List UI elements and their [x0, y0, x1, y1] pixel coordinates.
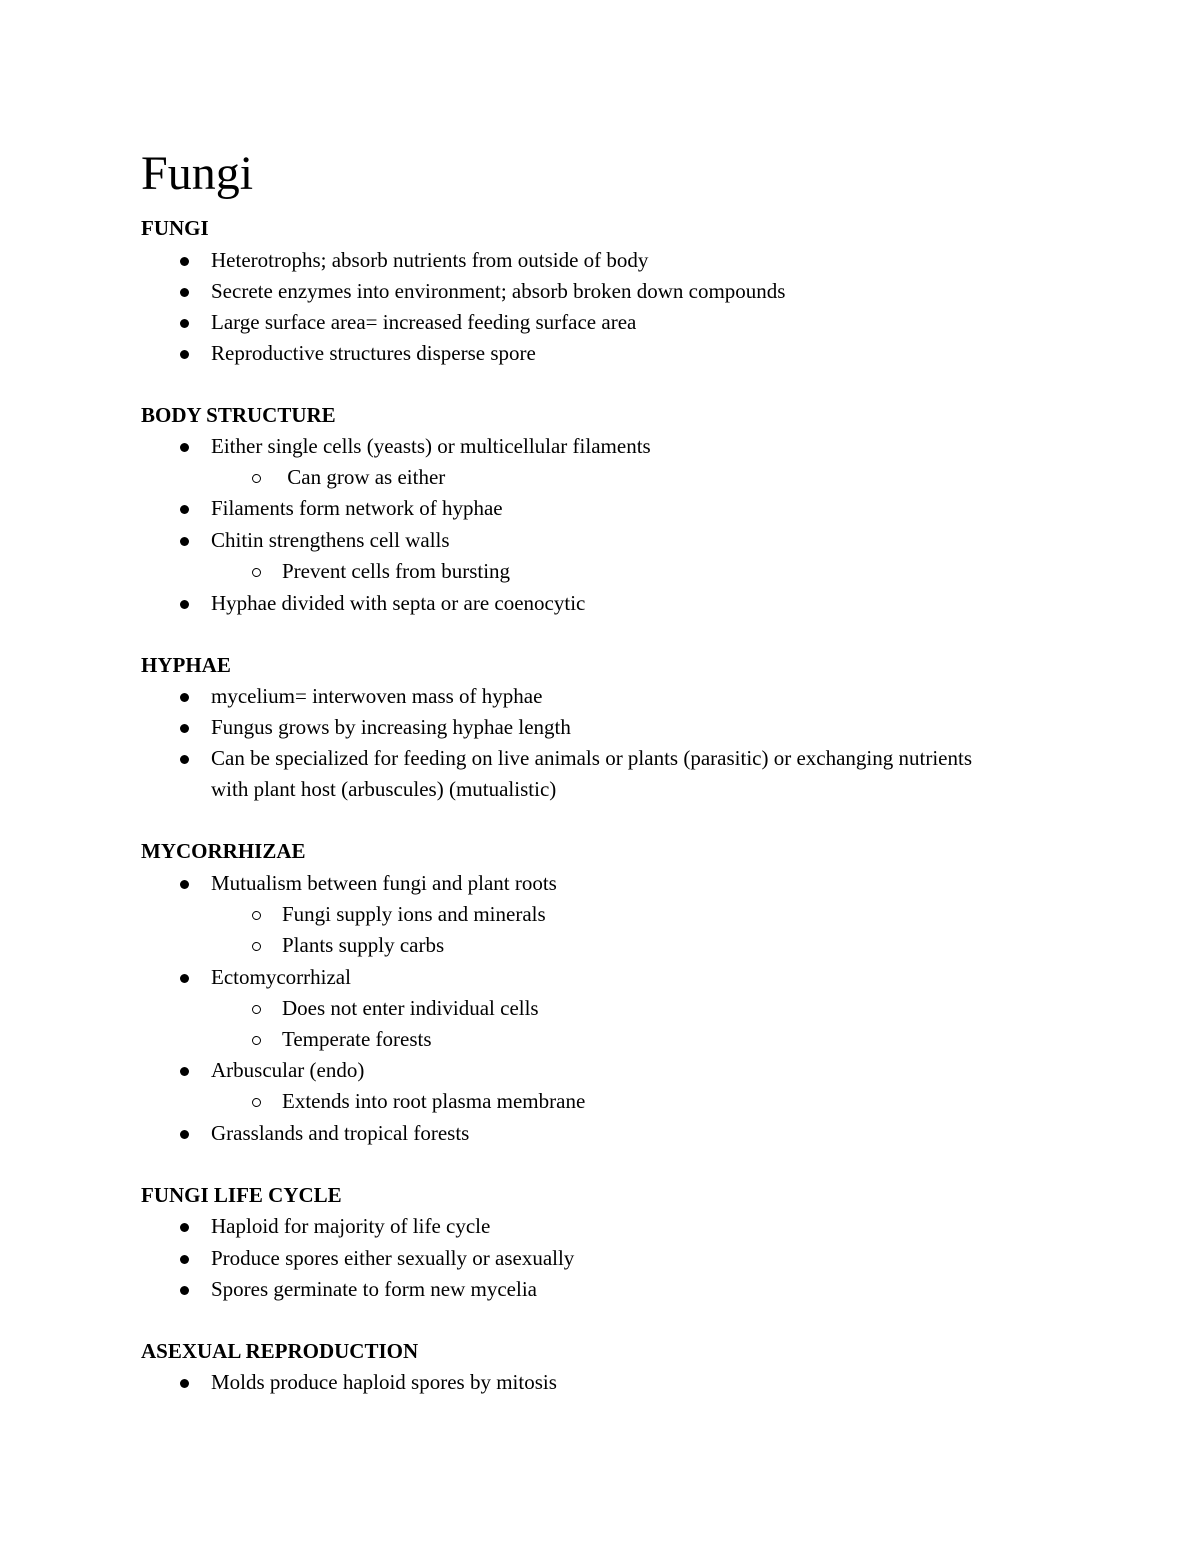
sub-list-item — [282, 899, 546, 930]
section-heading-asexual-reproduction: ASEXUAL REPRODUCTION — [141, 1339, 419, 1363]
list-item — [211, 493, 503, 524]
bullet-icon — [180, 1223, 189, 1232]
sub-list-item — [282, 993, 539, 1024]
list-item-text: Spores germinate to form new mycelia — [211, 1277, 537, 1301]
bullet-icon — [180, 755, 189, 764]
sub-list-item-text: Extends into root plasma membrane — [282, 1089, 586, 1113]
section-heading-mycorrhizae: MYCORRHIZAE — [141, 839, 306, 863]
list-item-text: Secrete enzymes into environment; absorb broken down compounds — [211, 279, 786, 303]
bullet-icon — [180, 537, 189, 546]
bullet-icon — [180, 1379, 189, 1388]
bullet-icon — [180, 350, 189, 359]
sub-list-item-text: Prevent cells from bursting — [282, 559, 511, 583]
list-item-text: Mutualism between fungi and plant roots — [211, 871, 557, 895]
list-item-text: Chitin strengthens cell walls — [211, 528, 450, 552]
hollow-bullet-icon — [252, 942, 261, 951]
bullet-icon — [180, 1255, 189, 1264]
bullet-icon — [180, 1130, 189, 1139]
bullet-icon — [180, 319, 189, 328]
list-item — [211, 962, 351, 993]
list-item — [211, 1243, 574, 1274]
sub-list-item — [282, 1024, 432, 1055]
sub-list-item — [282, 462, 445, 493]
list-item — [211, 525, 450, 556]
list-item — [211, 245, 648, 276]
list-item — [211, 431, 651, 462]
bullet-icon — [180, 257, 189, 266]
page-title: Fungi — [141, 147, 254, 200]
list-item — [211, 681, 542, 712]
list-item-text: Heterotrophs; absorb nutrients from outside of body — [211, 248, 649, 272]
bullet-icon — [180, 288, 189, 297]
hollow-bullet-icon — [252, 1098, 261, 1107]
section-heading-fungi-life-cycle: FUNGI LIFE CYCLE — [141, 1183, 342, 1207]
bullet-icon — [180, 1286, 189, 1295]
section-heading-fungi: FUNGI — [141, 216, 209, 240]
list-item-text: Ectomycorrhizal — [211, 965, 351, 989]
hollow-bullet-icon — [252, 911, 261, 920]
bullet-icon — [180, 600, 189, 609]
sub-list-item-text: Does not enter individual cells — [282, 996, 539, 1020]
list-item — [211, 743, 1001, 805]
list-item-text: Haploid for majority of life cycle — [211, 1214, 491, 1238]
sub-list-item-text: Plants supply carbs — [282, 933, 445, 957]
list-item-text: Produce spores either sexually or asexually — [211, 1246, 575, 1270]
list-item-text: Grasslands and tropical forests — [211, 1121, 470, 1145]
bullet-icon — [180, 505, 189, 514]
hollow-bullet-icon — [252, 1036, 261, 1045]
list-item — [211, 868, 557, 899]
hollow-bullet-icon — [252, 1005, 261, 1014]
list-item — [211, 588, 585, 619]
sub-list-item-text: Fungi supply ions and minerals — [282, 902, 546, 926]
bullet-icon — [180, 974, 189, 983]
section-heading-hyphae: HYPHAE — [141, 653, 231, 677]
bullet-icon — [180, 1067, 189, 1076]
list-item-text: Hyphae divided with septa or are coenocytic — [211, 591, 586, 615]
list-item — [211, 276, 785, 307]
list-item-text: Can be specialized for feeding on live animals or plants (parasitic) or exchanging nutrients with plant host (arbuscules) (mutualistic) — [211, 746, 972, 801]
sub-list-item-text: Can grow as either — [282, 465, 446, 489]
section-heading-body-structure: BODY STRUCTURE — [141, 403, 336, 427]
sub-list-item — [282, 930, 444, 961]
list-item — [211, 1367, 557, 1398]
sub-list-item-text: Temperate forests — [282, 1027, 432, 1051]
list-item-text: Reproductive structures disperse spore — [211, 341, 536, 365]
list-item-text: Filaments form network of hyphae — [211, 496, 503, 520]
list-item — [211, 1118, 469, 1149]
list-item-text: Either single cells (yeasts) or multicellular filaments — [211, 434, 651, 458]
bullet-icon — [180, 880, 189, 889]
list-item-text: mycelium= interwoven mass of hyphae — [211, 684, 543, 708]
sub-list-item — [282, 556, 510, 587]
list-item-text: Fungus grows by increasing hyphae length — [211, 715, 571, 739]
list-item — [211, 1211, 490, 1242]
bullet-icon — [180, 724, 189, 733]
list-item — [211, 307, 636, 338]
list-item — [211, 1274, 537, 1305]
list-item-text: Arbuscular (endo) — [211, 1058, 365, 1082]
sub-list-item — [282, 1086, 585, 1117]
bullet-icon — [180, 443, 189, 452]
bullet-icon — [180, 693, 189, 702]
list-item-text: Large surface area= increased feeding surface area — [211, 310, 637, 334]
list-item — [211, 338, 536, 369]
list-item — [211, 712, 571, 743]
hollow-bullet-icon — [252, 568, 261, 577]
list-item-text: Molds produce haploid spores by mitosis — [211, 1370, 557, 1394]
list-item — [211, 1055, 364, 1086]
hollow-bullet-icon — [252, 474, 261, 483]
